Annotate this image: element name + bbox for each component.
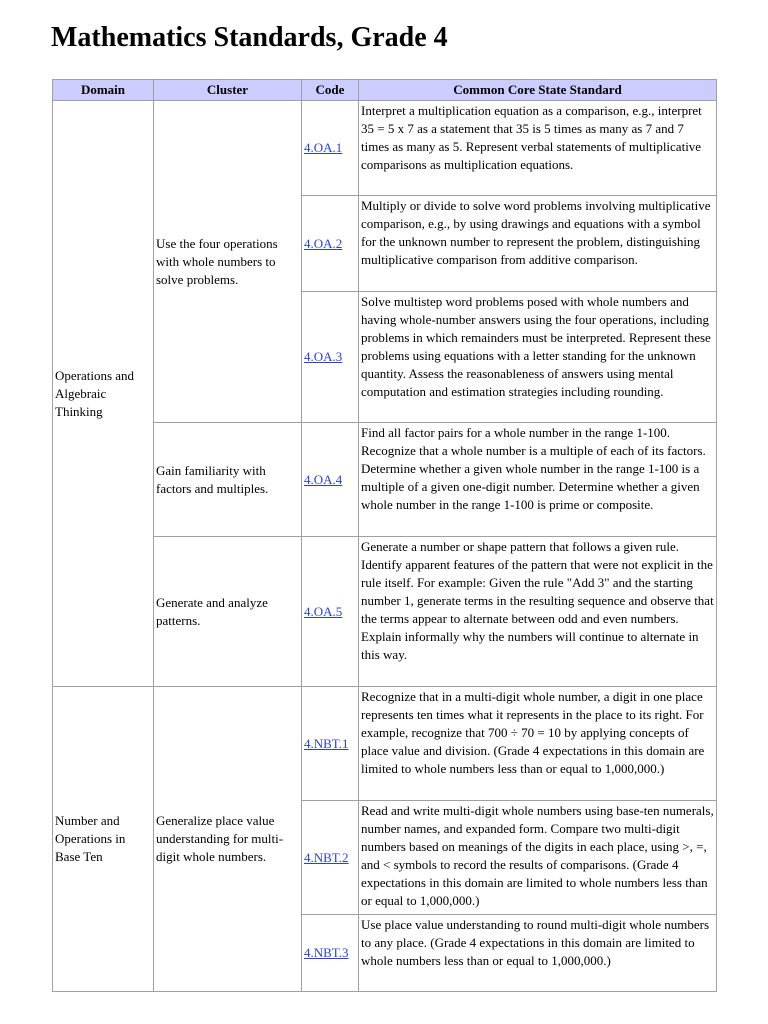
header-standard: Common Core State Standard [359, 80, 717, 101]
code-link[interactable]: 4.OA.4 [304, 471, 343, 487]
code-link[interactable]: 4.OA.1 [304, 140, 343, 155]
code-cell [302, 101, 359, 196]
standard-text: Find all factor pairs for a whole number in the range 1-100. Recognize that a whole number is a multiple of each of its factors. Determine whether a given whole number in the range 1-100 is a multiple of a given one-digit number. Determine whether a given whole number in the range 1-100 is prime or composite. [359, 423, 717, 537]
header-domain: Domain [53, 80, 154, 101]
table-header-row [53, 80, 717, 101]
table-row [53, 101, 717, 196]
standard-text: Multiply or divide to solve word problems involving multiplicative comparison, e.g., by using drawings and equations with a symbol for the unknown number to represent the problem, distinguishing multiplicative comparison from additive comparison. [359, 196, 717, 292]
code-link[interactable]: 4.OA.3 [304, 349, 343, 364]
standard-text: Use place value understanding to round multi-digit whole numbers to any place. (Grade 4 expectations in this domain are limited to whole numbers less than or equal to 1,000,000.) [359, 915, 717, 992]
cluster-cell: Generate and analyze patterns. [154, 537, 302, 687]
code-cell [302, 292, 359, 423]
cluster-cell: Gain familiarity with factors and multiples. [154, 423, 302, 537]
domain-cell: Number and Operations in Base Ten [53, 687, 154, 992]
code-cell [302, 915, 359, 992]
standard-text: Recognize that in a multi-digit whole number, a digit in one place represents ten times what it represents in the place to its right. For example, recognize that 700 ÷ 70 = 10 by applying concepts of place value and division. (Grade 4 expectations in this domain are limited to whole numbers less than or equal to 1,000,000.) [359, 687, 717, 801]
cluster-cell: Generalize place value understanding for multi-digit whole numbers. [154, 687, 302, 992]
code-link[interactable]: 4.NBT.1 [304, 735, 349, 751]
cluster-cell: Use the four operations with whole numbers to solve problems. [154, 101, 302, 423]
table-row [53, 687, 717, 801]
code-cell [302, 423, 359, 537]
header-cluster: Cluster [154, 80, 302, 101]
standard-text: Interpret a multiplication equation as a comparison, e.g., interpret 35 = 5 x 7 as a statement that 35 is 5 times as many as 7 and 7 times as many as 5. Represent verbal statements of multiplicative comparisons as multiplication equations. [359, 101, 717, 196]
code-link[interactable]: 4.OA.2 [304, 235, 343, 251]
domain-cell: Operations and Algebraic Thinking [53, 101, 154, 687]
page-title: Mathematics Standards, Grade 4 [51, 22, 448, 53]
code-cell [302, 687, 359, 801]
code-cell [302, 801, 359, 915]
code-cell [302, 537, 359, 687]
standard-text: Read and write multi-digit whole numbers using base-ten numerals, number names, and expanded form. Compare two multi-digit numbers based on meanings of the digits in each place, using >, =, and < symbols to record the results of comparisons. (Grade 4 expectations in this domain are limited to whole numbers less than or equal to 1,000,000.) [359, 801, 717, 915]
code-link[interactable]: 4.OA.5 [304, 603, 343, 619]
header-code: Code [302, 80, 359, 101]
standard-text: Solve multistep word problems posed with whole numbers and having whole-number answers using the four operations, including problems in which remainders must be interpreted. Represent these problems using equations with a letter standing for the unknown quantity. Assess the reasonableness of answers using mental computation and estimation strategies including rounding. [359, 292, 717, 423]
standard-text: Generate a number or shape pattern that follows a given rule. Identify apparent features of the pattern that were not explicit in the rule itself. For example: Given the rule "Add 3" and the starting number 1, generate terms in the resulting sequence and observe that the terms appear to alternate between odd and even numbers. Explain informally why the numbers will continue to alternate in this way. [359, 537, 717, 687]
code-link[interactable]: 4.NBT.2 [304, 849, 349, 865]
code-link[interactable]: 4.NBT.3 [304, 945, 349, 960]
standards-table [52, 79, 717, 992]
code-cell [302, 196, 359, 292]
